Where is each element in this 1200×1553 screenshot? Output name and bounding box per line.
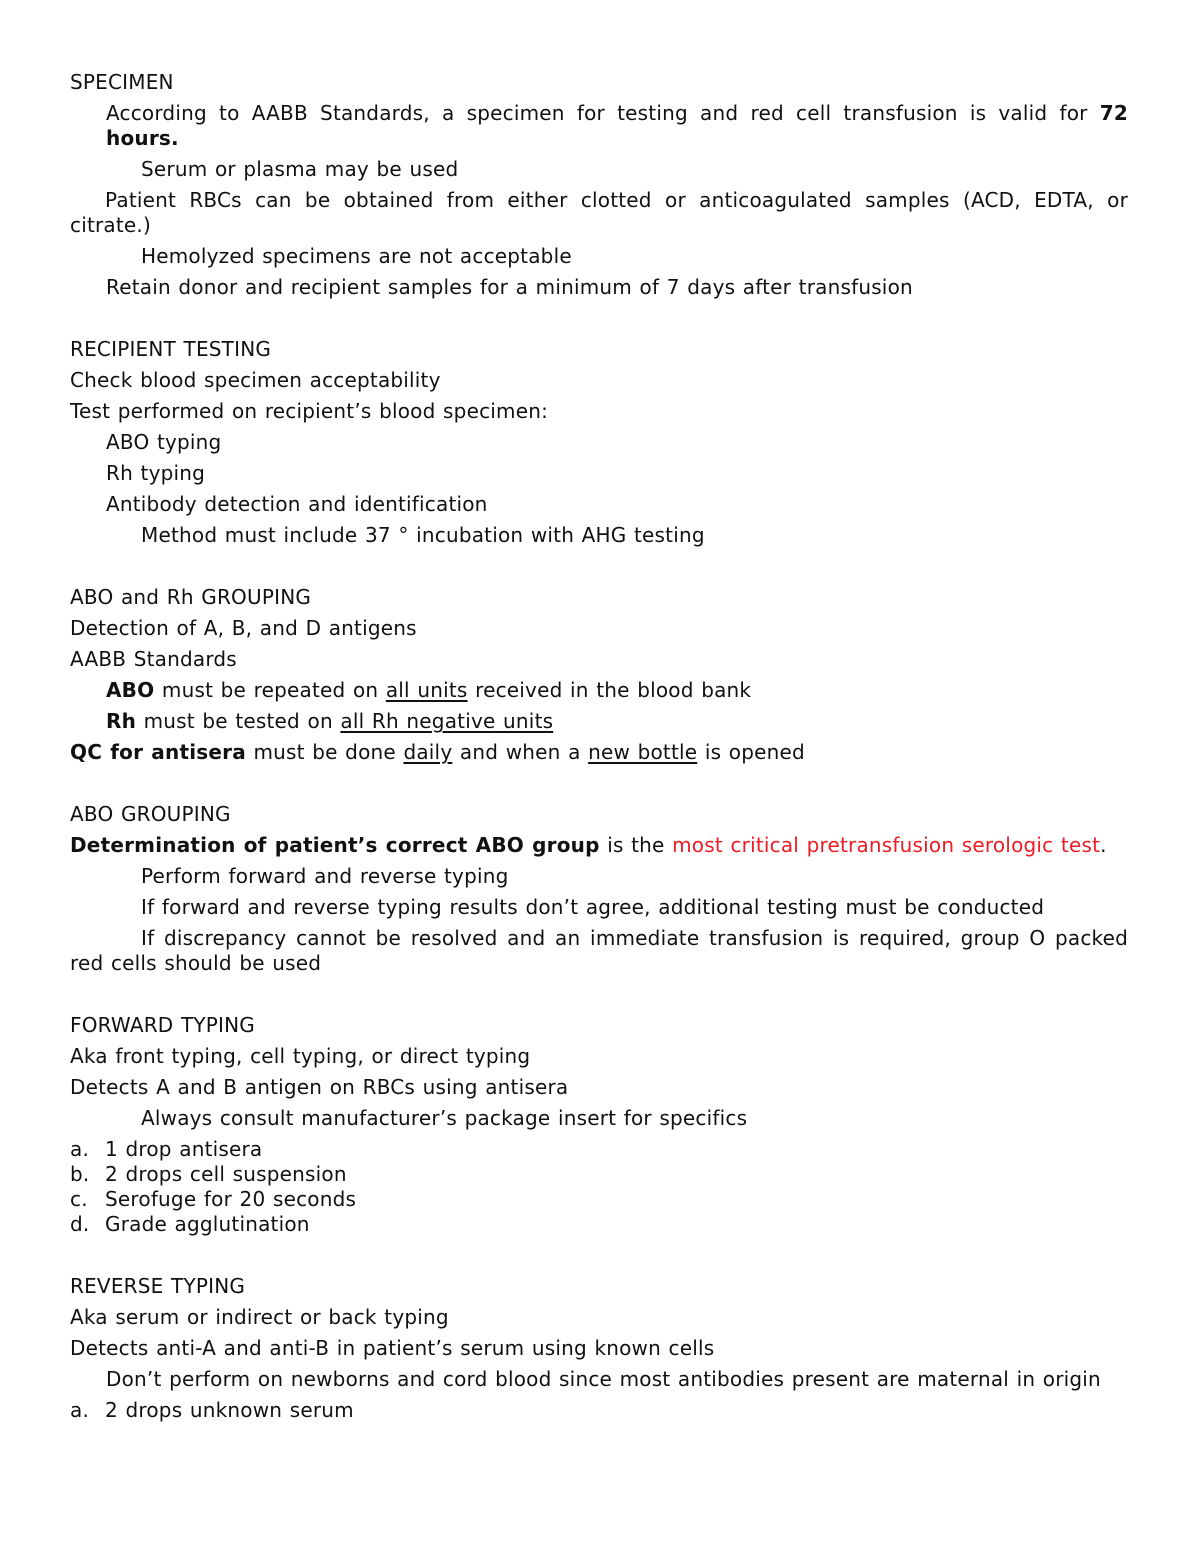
section-heading-recipient-testing: RECIPIENT TESTING (70, 337, 272, 361)
abo-label: ABO (106, 678, 155, 702)
reverse-detects-line: Detects anti-A and anti-B in patient’s serum using known cells (70, 1336, 715, 1360)
document-body (70, 70, 1128, 1423)
section-heading-abo-rh: ABO and Rh GROUPING (70, 585, 312, 609)
recipient-tests-line: Test performed on recipient’s blood specimen: (70, 399, 549, 423)
abo-rh-standards-line: AABB Standards (70, 647, 237, 671)
list-item (70, 1162, 1128, 1187)
specimen-rbc-line: Patient RBCs can be obtained from either clotted or anticoagulated samples (ACD, EDTA, or citrate.) (70, 188, 1128, 237)
abo-grouping-disagree-line: If forward and reverse typing results don’t agree, additional testing must be conducted (141, 895, 1045, 919)
list-item-text: 2 drops cell suspension (105, 1162, 347, 1186)
forward-consult-line: Always consult manufacturer’s package insert for specifics (141, 1106, 748, 1130)
abo-repeat-line (70, 678, 1128, 703)
specimen-retain-line: Retain donor and recipient samples for a minimum of 7 days after transfusion (106, 275, 913, 299)
abo-grouping-discrepancy-line: If discrepancy cannot be resolved and an immediate transfusion is required, group O packed red cells should be used (70, 926, 1128, 975)
recipient-abo-typing: ABO typing (106, 430, 222, 454)
specimen-validity-hours: 72 hours. (106, 101, 1128, 150)
abo-text-2: received in the blood bank (467, 678, 752, 702)
list-item-text: 1 drop antisera (105, 1137, 263, 1161)
qc-text-3: is opened (697, 740, 805, 764)
specimen-hemolyzed-line: Hemolyzed specimens are not acceptable (141, 244, 572, 268)
forward-aka-line: Aka front typing, cell typing, or direct typing (70, 1044, 531, 1068)
rh-negative-units: all Rh negative units (340, 709, 554, 733)
specimen-validity-paragraph (70, 101, 1128, 151)
specimen-validity-text: According to AABB Standards, a specimen for testing and red cell transfusion is valid for (106, 101, 1088, 125)
list-marker: c. (70, 1187, 88, 1211)
abo-grouping-text-1: is the (599, 833, 673, 857)
abo-text-1: must be repeated on (154, 678, 386, 702)
list-item (70, 1212, 1128, 1237)
list-item (70, 1137, 1128, 1162)
abo-grouping-perform-line: Perform forward and reverse typing (141, 864, 509, 888)
abo-grouping-determination: Determination of patient’s correct ABO group (70, 833, 600, 857)
list-item (70, 1187, 1128, 1212)
reverse-steps-list (70, 1398, 1128, 1423)
list-marker: b. (70, 1162, 90, 1186)
section-heading-abo-grouping: ABO GROUPING (70, 802, 231, 826)
recipient-check-line: Check blood specimen acceptability (70, 368, 441, 392)
list-item-text: 2 drops unknown serum (105, 1398, 354, 1422)
qc-text-1: must be done (245, 740, 404, 764)
list-item-text: Serofuge for 20 seconds (105, 1187, 357, 1211)
qc-daily: daily (403, 740, 453, 764)
recipient-method-line: Method must include 37 ° incubation with AHG testing (141, 523, 705, 547)
reverse-newborn-line: Don’t perform on newborns and cord blood since most antibodies present are maternal in origin (106, 1367, 1101, 1391)
forward-steps-list (70, 1137, 1128, 1237)
recipient-rh-typing: Rh typing (106, 461, 206, 485)
abo-rh-detection-line: Detection of A, B, and D antigens (70, 616, 417, 640)
list-item-text: Grade agglutination (105, 1212, 310, 1236)
section-heading-specimen: SPECIMEN (70, 70, 174, 94)
list-marker: a. (70, 1137, 90, 1161)
abo-grouping-critical-highlight: most critical pretransfusion serologic test (672, 833, 1101, 857)
rh-tested-line (70, 709, 1128, 734)
qc-new-bottle: new bottle (588, 740, 698, 764)
forward-detects-line: Detects A and B antigen on RBCs using antisera (70, 1075, 569, 1099)
rh-text-1: must be tested on (136, 709, 341, 733)
section-heading-forward-typing: FORWARD TYPING (70, 1013, 256, 1037)
reverse-aka-line: Aka serum or indirect or back typing (70, 1305, 449, 1329)
list-item (70, 1398, 1128, 1423)
list-marker: a. (70, 1398, 90, 1422)
recipient-antibody-line: Antibody detection and identification (106, 492, 488, 516)
abo-grouping-critical-paragraph (70, 833, 1128, 858)
abo-all-units: all units (385, 678, 468, 702)
section-heading-reverse-typing: REVERSE TYPING (70, 1274, 246, 1298)
rh-label: Rh (106, 709, 137, 733)
qc-text-2: and when a (452, 740, 589, 764)
abo-grouping-text-2: . (1100, 833, 1107, 857)
specimen-serum-line: Serum or plasma may be used (141, 157, 459, 181)
list-marker: d. (70, 1212, 90, 1236)
qc-antisera-line (70, 740, 1128, 765)
qc-label: QC for antisera (70, 740, 246, 764)
